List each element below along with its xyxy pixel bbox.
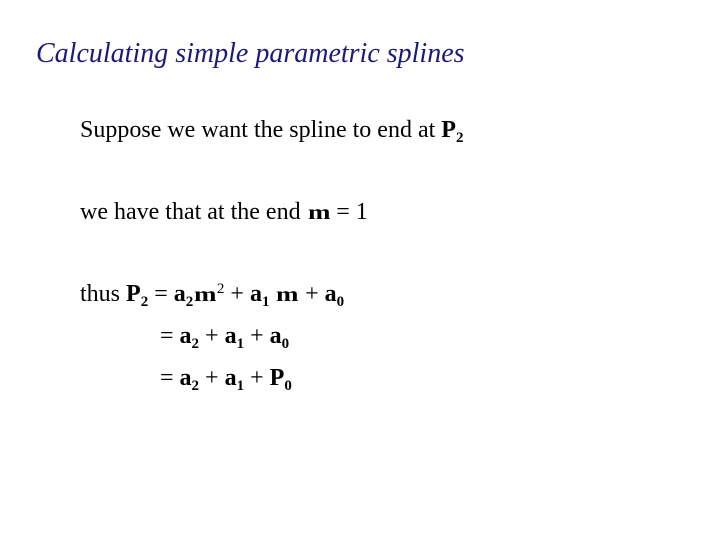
eq3-a2-sub: 2 [191,378,200,394]
eq2-plus-2: + [244,323,270,349]
eq2-plus-1: + [199,323,225,349]
eq2-a0: a [269,323,282,349]
mu-symbol: m [307,202,331,224]
eq1-a2-sub: 2 [185,294,194,310]
eq1-equals: = [148,281,174,307]
eq2-a0-sub: 0 [281,336,290,352]
eq1-plus-1: + [224,281,250,307]
bullet-2-text: we have that at the end [80,199,307,225]
eq3-p0-sub: 0 [284,378,292,394]
equation-line-2 [160,323,290,352]
eq2-equals: = [160,323,180,349]
eq1-plus-2: + [299,281,325,307]
equation-line-3 [160,365,292,394]
point-p-subscript: 2 [455,130,464,146]
eq2-a2: a [179,323,192,349]
eq1-lhs: P [126,281,141,307]
eq2-a2-sub: 2 [191,336,200,352]
bullet-1-text: Suppose we want the spline to end at [80,117,442,143]
eq2-a1: a [224,323,237,349]
slide-title: Calculating simple parametric splines [36,38,465,69]
eq1-lhs-sub: 2 [140,294,149,310]
point-p-symbol: P [441,117,456,143]
eq1-a0-sub: 0 [336,294,345,310]
bullet-2-equals: = 1 [330,199,368,225]
eq2-a1-sub: 1 [236,336,245,352]
eq3-plus-1: + [199,365,225,391]
eq1-a1: a [249,281,262,307]
bullet-line-1 [80,117,464,146]
bullet-line-2 [80,200,368,224]
equation-line-1 [80,281,345,310]
eq3-a1: a [224,365,237,391]
mu-symbol: m [194,284,217,306]
mu-symbol: m [276,284,299,306]
eq1-a2: a [173,281,186,307]
eq3-plus-2: + [244,365,270,391]
eq1-a0: a [324,281,337,307]
eq3-equals: = [160,365,180,391]
eq1-power: 2 [216,281,225,297]
eq1-prefix: thus [80,281,127,307]
eq1-a1-sub: 1 [261,294,270,310]
eq3-p0: P [269,365,285,391]
eq3-a1-sub: 1 [236,378,245,394]
eq3-a2: a [179,365,192,391]
